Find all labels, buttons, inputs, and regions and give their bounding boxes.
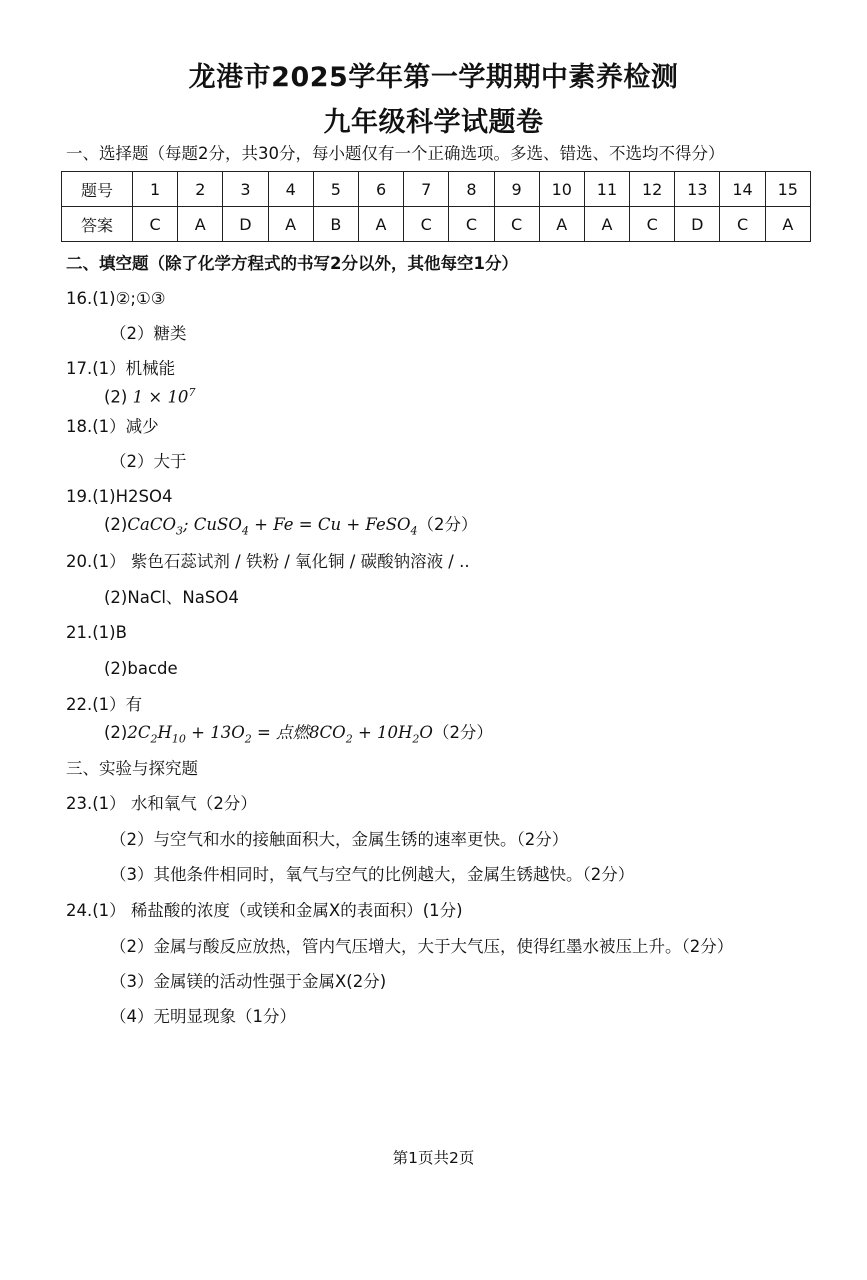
q19-part1: 19.(1)H2SO4 (66, 487, 173, 506)
q23-part1: 23.(1） 水和氧气（2分） (66, 794, 257, 813)
q24-part1: 24.(1） 稀盐酸的浓度（或镁和金属X的表面积）(1分) (66, 901, 463, 920)
q18-part1: 18.(1）减少 (66, 417, 159, 436)
q17-part2-prefix: (2) (104, 387, 128, 407)
answer-cell: C (630, 207, 675, 242)
q19-formula-a: CaCO (127, 515, 176, 534)
q19-formula-c: + Fe = Cu + FeSO (248, 515, 411, 534)
answer-table (61, 171, 811, 242)
q22-formula-d-sub: 2 (345, 732, 353, 746)
q20-part1: 20.(1） 紫色石蕊试剂 / 铁粉 / 氧化铜 / 碳酸钠溶液 / .. (66, 552, 470, 571)
question-number-cell: 5 (313, 172, 358, 207)
answer-cell: C (449, 207, 494, 242)
q22-formula-e: + 10H (352, 723, 413, 742)
question-number-cell: 11 (584, 172, 629, 207)
section1-heading: 一、选择题（每题2分，共30分，每小题仅有一个正确选项。多选、错选、不选均不得分） (66, 144, 725, 163)
answer-cell: A (268, 207, 313, 242)
answer-cell: A (539, 207, 584, 242)
section2-heading: 二、填空题（除了化学方程式的书写2分以外，其他每空1分） (66, 254, 518, 273)
q24-part2: （2）金属与酸反应放热，管内气压增大，大于大气压，使得红墨水被压上升。（2分） (110, 937, 734, 956)
q22-formula-f: O (419, 723, 433, 742)
answer-cell: A (765, 207, 810, 242)
answer-cell: A (584, 207, 629, 242)
question-number-cell: 2 (178, 172, 223, 207)
q21-part2: (2)bacde (104, 659, 178, 678)
q19-score: （2分） (417, 515, 478, 534)
q22-formula-d: = 点燃8CO (251, 723, 346, 742)
q22-part2 (104, 722, 493, 750)
q18-part2: （2）大于 (110, 452, 187, 471)
q22-score: （2分） (432, 723, 493, 742)
answer-row (62, 207, 811, 242)
question-number-cell: 13 (675, 172, 720, 207)
question-number-cell: 8 (449, 172, 494, 207)
q22-formula-a: 2C (127, 723, 151, 742)
answer-cell: C (133, 207, 178, 242)
q22-formula-b-sub: 10 (171, 732, 186, 746)
answer-cell: C (404, 207, 449, 242)
question-number-cell: 4 (268, 172, 313, 207)
section3-heading: 三、实验与探究题 (66, 759, 198, 778)
number-row-label: 题号 (62, 172, 133, 207)
q17-part2-math: 1 × 10 (132, 387, 189, 407)
question-number-cell: 15 (765, 172, 810, 207)
answer-row-label: 答案 (62, 207, 133, 242)
q19-part2-prefix: (2) (104, 515, 128, 534)
q19-formula-c-sub: 4 (410, 524, 418, 538)
q19-formula-b-sub: 4 (241, 524, 249, 538)
q16-part2: （2）糖类 (110, 324, 187, 343)
document-subtitle: 九年级科学试题卷 (323, 107, 544, 138)
q23-part3: （3）其他条件相同时，氧气与空气的比例越大，金属生锈越快。（2分） (110, 865, 635, 884)
q17-part2 (104, 382, 195, 409)
q22-formula-c: + 13O (185, 723, 245, 742)
q22-part2-prefix: (2) (104, 723, 128, 742)
answer-cell: C (494, 207, 539, 242)
q23-part2: （2）与空气和水的接触面积大，金属生锈的速率更快。（2分） (110, 830, 569, 849)
question-number-cell: 14 (720, 172, 765, 207)
answer-cell: A (358, 207, 403, 242)
q22-formula-c-sub: 2 (244, 732, 252, 746)
question-number-cell: 12 (630, 172, 675, 207)
q22-formula-b: H (157, 723, 172, 742)
q22-formula-a-sub: 2 (150, 732, 158, 746)
question-number-cell: 6 (358, 172, 403, 207)
question-number-cell: 9 (494, 172, 539, 207)
answer-cell: C (720, 207, 765, 242)
answer-cell: B (313, 207, 358, 242)
q22-part1: 22.(1）有 (66, 695, 143, 714)
q19-part2 (104, 514, 478, 542)
q22-formula-e-sub: 2 (412, 732, 420, 746)
q24-part3: （3）金属镁的活动性强于金属X(2分) (110, 972, 387, 991)
q19-formula-a-sub: 3 (176, 524, 183, 538)
q24-part4: （4）无明显现象（1分） (110, 1007, 296, 1026)
question-number-cell: 7 (404, 172, 449, 207)
answer-cell: D (675, 207, 720, 242)
answer-cell: A (178, 207, 223, 242)
question-number-cell: 10 (539, 172, 584, 207)
q20-part2: (2)NaCl、NaSO4 (104, 588, 239, 607)
document-title: 龙港市2025学年第一学期期中素养检测 (188, 62, 679, 93)
question-number-cell: 1 (133, 172, 178, 207)
q17-part2-exponent: 7 (188, 386, 196, 399)
answer-cell: D (223, 207, 268, 242)
question-number-cell: 3 (223, 172, 268, 207)
q19-formula-b: ; CuSO (183, 515, 242, 534)
q16-part1: 16.(1)②;①③ (66, 289, 166, 308)
q21-part1: 21.(1)B (66, 623, 127, 642)
page-number: 第1页共2页 (392, 1149, 475, 1167)
number-row (62, 172, 811, 207)
q17-part1: 17.(1）机械能 (66, 359, 176, 378)
